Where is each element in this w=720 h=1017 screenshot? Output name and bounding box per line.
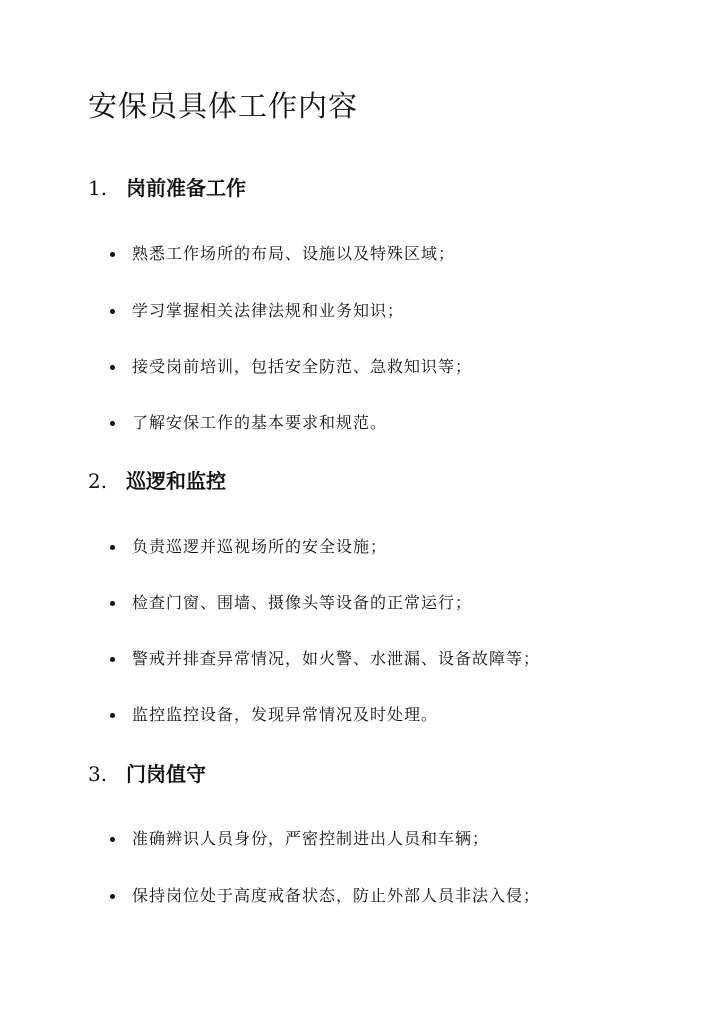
section-heading-2	[88, 466, 226, 496]
section-number: 2.	[88, 469, 108, 493]
list-item	[110, 702, 438, 728]
bullet-icon	[110, 365, 115, 370]
list-item	[110, 410, 387, 436]
bullet-icon	[110, 601, 115, 606]
list-item-text: 检查门窗、围墙、摄像头等设备的正常运行；	[132, 593, 473, 612]
list-item-text: 警戒并排查异常情况，如火警、水泄漏、设备故障等；	[132, 649, 541, 668]
bullet-icon	[110, 837, 115, 842]
list-item	[110, 646, 540, 672]
list-item-text: 准确辨识人员身份，严密控制进出人员和车辆；	[132, 829, 490, 848]
section-heading-1	[88, 173, 246, 203]
list-item-text: 接受岗前培训，包括安全防范、急救知识等；	[132, 357, 473, 376]
bullet-icon	[110, 309, 115, 314]
bullet-icon	[110, 657, 115, 662]
list-item-text: 保持岗位处于高度戒备状态，防止外部人员非法入侵；	[132, 886, 541, 905]
bullet-icon	[110, 713, 115, 718]
list-item-text: 学习掌握相关法律法规和业务知识；	[132, 301, 405, 320]
list-item-text: 了解安保工作的基本要求和规范。	[132, 413, 388, 432]
list-item	[110, 883, 540, 909]
list-item	[110, 590, 472, 616]
list-item	[110, 534, 387, 560]
section-number: 3.	[88, 762, 108, 786]
bullet-icon	[110, 545, 115, 550]
list-item	[110, 241, 455, 267]
list-item	[110, 354, 472, 380]
section-title: 巡逻和监控	[126, 469, 226, 493]
bullet-icon	[110, 252, 115, 257]
list-item	[110, 826, 489, 852]
bullet-icon	[110, 894, 115, 899]
section-title: 门岗值守	[126, 762, 206, 786]
list-item	[110, 298, 404, 324]
bullet-icon	[110, 421, 115, 426]
section-number: 1.	[88, 176, 108, 200]
section-title: 岗前准备工作	[126, 176, 246, 200]
list-item-text: 熟悉工作场所的布局、设施以及特殊区域；	[132, 244, 456, 263]
list-item-text: 负责巡逻并巡视场所的安全设施；	[132, 537, 388, 556]
page-title: 安保员具体工作内容	[88, 89, 359, 123]
section-heading-3	[88, 759, 206, 789]
list-item-text: 监控监控设备，发现异常情况及时处理。	[132, 705, 439, 724]
